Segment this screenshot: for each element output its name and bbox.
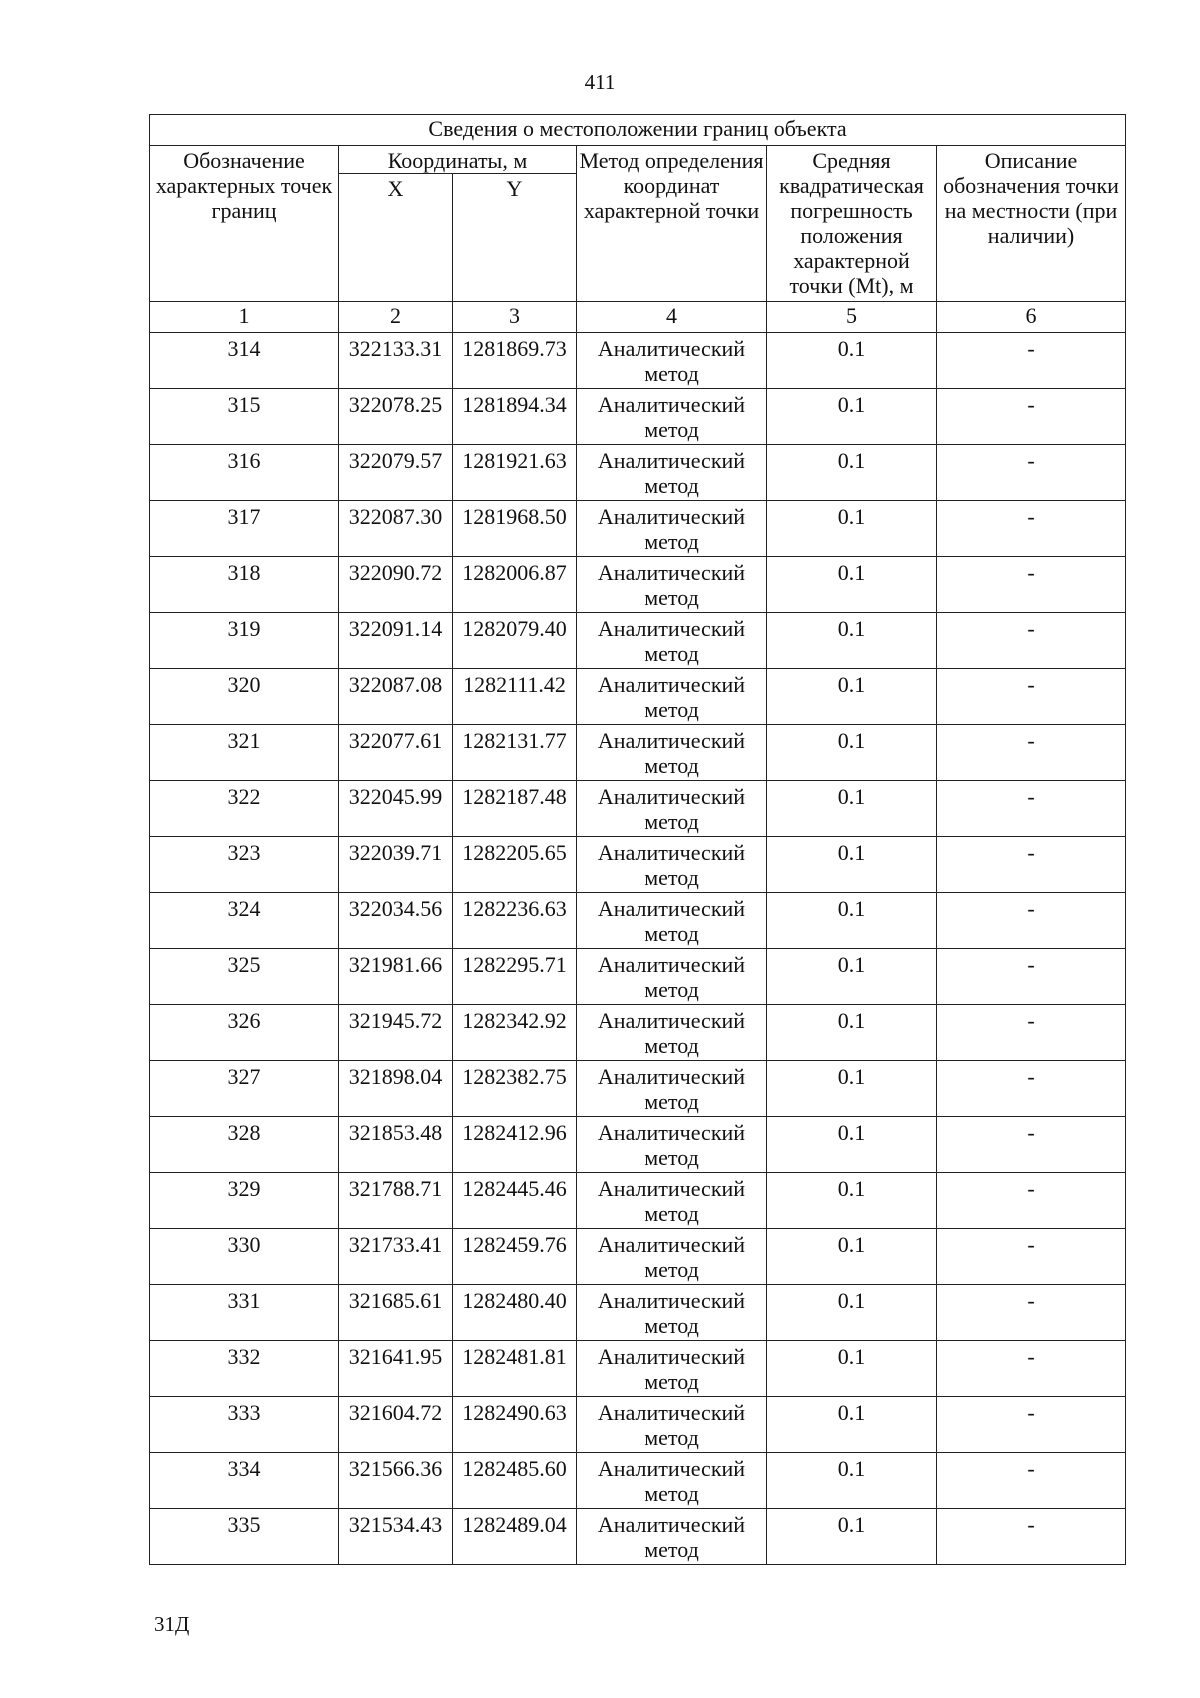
cell-accuracy: 0.1 [767, 389, 937, 445]
cell-method: Аналитический метод [577, 893, 767, 949]
cell-y: 1282489.04 [453, 1509, 577, 1565]
cell-point: 328 [150, 1117, 339, 1173]
table-row [150, 613, 1126, 669]
header-y: Y [453, 174, 577, 302]
table-row [150, 1173, 1126, 1229]
cell-description: - [937, 949, 1126, 1005]
cell-point: 329 [150, 1173, 339, 1229]
cell-accuracy: 0.1 [767, 1229, 937, 1285]
cell-x: 321534.43 [339, 1509, 453, 1565]
cell-accuracy: 0.1 [767, 1341, 937, 1397]
cell-x: 322091.14 [339, 613, 453, 669]
table-body [150, 115, 1126, 1565]
table-row [150, 333, 1126, 389]
cell-point: 332 [150, 1341, 339, 1397]
cell-point: 334 [150, 1453, 339, 1509]
cell-description: - [937, 333, 1126, 389]
cell-y: 1282006.87 [453, 557, 577, 613]
cell-accuracy: 0.1 [767, 1453, 937, 1509]
table-row [150, 1509, 1126, 1565]
cell-x: 321685.61 [339, 1285, 453, 1341]
header-accuracy: Средняя квадратическая погрешность положения характерной точки (Mt), м [767, 146, 937, 302]
header-coordinates: Координаты, м [339, 146, 577, 174]
cell-description: - [937, 501, 1126, 557]
column-number: 5 [767, 302, 937, 333]
cell-x: 322034.56 [339, 893, 453, 949]
column-number: 6 [937, 302, 1126, 333]
column-number: 2 [339, 302, 453, 333]
cell-method: Аналитический метод [577, 1509, 767, 1565]
cell-accuracy: 0.1 [767, 725, 937, 781]
cell-accuracy: 0.1 [767, 781, 937, 837]
cell-point: 319 [150, 613, 339, 669]
cell-accuracy: 0.1 [767, 893, 937, 949]
cell-accuracy: 0.1 [767, 1173, 937, 1229]
cell-description: - [937, 1453, 1126, 1509]
table-row [150, 669, 1126, 725]
cell-description: - [937, 445, 1126, 501]
cell-y: 1282079.40 [453, 613, 577, 669]
cell-y: 1281968.50 [453, 501, 577, 557]
cell-method: Аналитический метод [577, 389, 767, 445]
table-caption: Сведения о местоположении границ объекта [150, 115, 1126, 146]
table-row [150, 1397, 1126, 1453]
cell-method: Аналитический метод [577, 669, 767, 725]
cell-method: Аналитический метод [577, 557, 767, 613]
header-description: Описание обозначения точки на местности (при наличии) [937, 146, 1126, 302]
cell-y: 1282481.81 [453, 1341, 577, 1397]
table-row [150, 949, 1126, 1005]
cell-x: 322077.61 [339, 725, 453, 781]
cell-point: 318 [150, 557, 339, 613]
cell-description: - [937, 389, 1126, 445]
cell-point: 326 [150, 1005, 339, 1061]
cell-y: 1282205.65 [453, 837, 577, 893]
cell-point: 330 [150, 1229, 339, 1285]
column-number: 4 [577, 302, 767, 333]
cell-method: Аналитический метод [577, 1061, 767, 1117]
header-x: X [339, 174, 453, 302]
table-row [150, 389, 1126, 445]
cell-description: - [937, 1509, 1126, 1565]
cell-x: 321981.66 [339, 949, 453, 1005]
cell-accuracy: 0.1 [767, 949, 937, 1005]
column-number-row [150, 302, 1126, 333]
header-row [150, 146, 1126, 174]
cell-y: 1282490.63 [453, 1397, 577, 1453]
cell-description: - [937, 837, 1126, 893]
cell-y: 1281869.73 [453, 333, 577, 389]
table-row [150, 557, 1126, 613]
cell-point: 324 [150, 893, 339, 949]
boundary-coordinates-table [149, 114, 1126, 1565]
cell-accuracy: 0.1 [767, 1005, 937, 1061]
table-row [150, 893, 1126, 949]
cell-x: 321641.95 [339, 1341, 453, 1397]
cell-point: 315 [150, 389, 339, 445]
cell-method: Аналитический метод [577, 333, 767, 389]
cell-y: 1282480.40 [453, 1285, 577, 1341]
table-row [150, 501, 1126, 557]
cell-accuracy: 0.1 [767, 1117, 937, 1173]
cell-description: - [937, 557, 1126, 613]
cell-method: Аналитический метод [577, 1285, 767, 1341]
cell-y: 1281894.34 [453, 389, 577, 445]
cell-description: - [937, 781, 1126, 837]
cell-description: - [937, 1117, 1126, 1173]
cell-method: Аналитический метод [577, 1173, 767, 1229]
cell-description: - [937, 725, 1126, 781]
cell-x: 321604.72 [339, 1397, 453, 1453]
cell-description: - [937, 1341, 1126, 1397]
cell-x: 321898.04 [339, 1061, 453, 1117]
cell-method: Аналитический метод [577, 1397, 767, 1453]
cell-accuracy: 0.1 [767, 557, 937, 613]
cell-x: 322078.25 [339, 389, 453, 445]
cell-y: 1282382.75 [453, 1061, 577, 1117]
cell-point: 321 [150, 725, 339, 781]
cell-y: 1282295.71 [453, 949, 577, 1005]
cell-description: - [937, 1285, 1126, 1341]
footer-code: 31Д [154, 1612, 190, 1636]
caption-row [150, 115, 1126, 146]
cell-x: 321788.71 [339, 1173, 453, 1229]
table-row [150, 1229, 1126, 1285]
cell-method: Аналитический метод [577, 949, 767, 1005]
cell-x: 322133.31 [339, 333, 453, 389]
cell-y: 1282459.76 [453, 1229, 577, 1285]
cell-method: Аналитический метод [577, 725, 767, 781]
cell-accuracy: 0.1 [767, 1509, 937, 1565]
table-row [150, 1117, 1126, 1173]
table-row [150, 1005, 1126, 1061]
cell-point: 323 [150, 837, 339, 893]
cell-point: 325 [150, 949, 339, 1005]
cell-method: Аналитический метод [577, 837, 767, 893]
cell-method: Аналитический метод [577, 1229, 767, 1285]
cell-method: Аналитический метод [577, 1005, 767, 1061]
cell-x: 321853.48 [339, 1117, 453, 1173]
cell-accuracy: 0.1 [767, 1397, 937, 1453]
cell-description: - [937, 893, 1126, 949]
cell-accuracy: 0.1 [767, 669, 937, 725]
table-row [150, 1061, 1126, 1117]
cell-method: Аналитический метод [577, 1341, 767, 1397]
cell-point: 320 [150, 669, 339, 725]
column-number: 3 [453, 302, 577, 333]
cell-description: - [937, 1061, 1126, 1117]
cell-x: 322090.72 [339, 557, 453, 613]
cell-accuracy: 0.1 [767, 333, 937, 389]
cell-x: 321566.36 [339, 1453, 453, 1509]
cell-x: 322045.99 [339, 781, 453, 837]
table-row [150, 1285, 1126, 1341]
cell-method: Аналитический метод [577, 1453, 767, 1509]
table-row [150, 781, 1126, 837]
cell-accuracy: 0.1 [767, 613, 937, 669]
cell-y: 1282187.48 [453, 781, 577, 837]
cell-accuracy: 0.1 [767, 1061, 937, 1117]
cell-point: 331 [150, 1285, 339, 1341]
cell-x: 322079.57 [339, 445, 453, 501]
cell-y: 1282111.42 [453, 669, 577, 725]
cell-description: - [937, 1005, 1126, 1061]
table-row [150, 1341, 1126, 1397]
header-method: Метод определения координат характерной точки [577, 146, 767, 302]
cell-y: 1282445.46 [453, 1173, 577, 1229]
cell-point: 327 [150, 1061, 339, 1117]
cell-method: Аналитический метод [577, 613, 767, 669]
cell-x: 321945.72 [339, 1005, 453, 1061]
cell-x: 322039.71 [339, 837, 453, 893]
header-point-designation: Обозначение характерных точек границ [150, 146, 339, 302]
cell-y: 1282342.92 [453, 1005, 577, 1061]
cell-point: 317 [150, 501, 339, 557]
page-number: 411 [584, 70, 616, 94]
cell-y: 1282131.77 [453, 725, 577, 781]
table-row [150, 837, 1126, 893]
column-number: 1 [150, 302, 339, 333]
cell-method: Аналитический метод [577, 501, 767, 557]
cell-method: Аналитический метод [577, 1117, 767, 1173]
cell-point: 333 [150, 1397, 339, 1453]
cell-description: - [937, 1229, 1126, 1285]
cell-point: 322 [150, 781, 339, 837]
cell-accuracy: 0.1 [767, 837, 937, 893]
cell-description: - [937, 613, 1126, 669]
cell-method: Аналитический метод [577, 781, 767, 837]
cell-description: - [937, 669, 1126, 725]
cell-accuracy: 0.1 [767, 1285, 937, 1341]
table-row [150, 1453, 1126, 1509]
cell-accuracy: 0.1 [767, 501, 937, 557]
cell-description: - [937, 1397, 1126, 1453]
cell-point: 314 [150, 333, 339, 389]
cell-method: Аналитический метод [577, 445, 767, 501]
cell-x: 321733.41 [339, 1229, 453, 1285]
cell-description: - [937, 1173, 1126, 1229]
cell-y: 1282236.63 [453, 893, 577, 949]
table-row [150, 725, 1126, 781]
cell-y: 1282412.96 [453, 1117, 577, 1173]
cell-accuracy: 0.1 [767, 445, 937, 501]
table-row [150, 445, 1126, 501]
cell-point: 316 [150, 445, 339, 501]
cell-y: 1281921.63 [453, 445, 577, 501]
cell-x: 322087.08 [339, 669, 453, 725]
cell-point: 335 [150, 1509, 339, 1565]
cell-x: 322087.30 [339, 501, 453, 557]
cell-y: 1282485.60 [453, 1453, 577, 1509]
